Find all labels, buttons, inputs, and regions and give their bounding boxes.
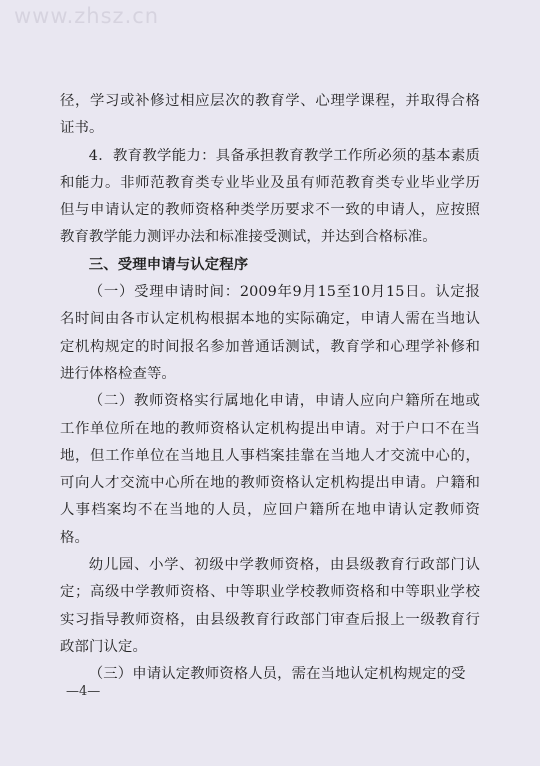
paragraph-2: 4．教育教学能力：具备承担教育教学工作所必须的基本素质和能力。非师范教育类专业毕业及虽有师范教育类专业毕业学历但与申请认定的教师资格种类学历要求不一致的申请人，应按照教育教学能力测评办法和标准接受测试，并达到合格标准。: [60, 147, 480, 246]
page-number: —4—: [66, 684, 101, 699]
watermark: www.zhsz.cn: [14, 4, 160, 28]
document-body: [60, 88, 480, 689]
paragraph-7: （三）申请认定教师资格人员，需在当地认定机构规定的受: [88, 666, 466, 683]
paragraph-4: （一）受理申请时间：2009年9月15至10月15日。认定报名时间由各市认定机构根据本地的实际确定，申请人需在当地认定机构规定的时间报名参加普通话测试，教育学和心理学补修和进行体格检查等。: [60, 284, 480, 382]
paragraph-5: （二）教师资格实行属地化申请，申请人应向户籍所在地或工作单位所在地的教师资格认定机构提出申请。对于户口不在当地，但工作单位在当地且人事档案挂靠在当地人才交流中心的，可向人才交流中心所在地的教师资格认定机构提出申请。户籍和人事档案均不在当地的人员，应回户籍所在地申请认定教师资格。: [60, 393, 480, 546]
paragraph-1: 径，学习或补修过相应层次的教育学、心理学课程，并取得合格证书。: [60, 93, 480, 137]
section-heading: 三、受理申请与认定程序: [88, 256, 249, 273]
paragraph-6: 幼儿园、小学、初级中学教师资格，由县级教育行政部门认定；高级中学教师资格、中等职业学校教师资格和中等职业学校实习指导教师资格，由县级教育行政部门审查后报上一级教育行政部门认定。: [60, 557, 480, 655]
